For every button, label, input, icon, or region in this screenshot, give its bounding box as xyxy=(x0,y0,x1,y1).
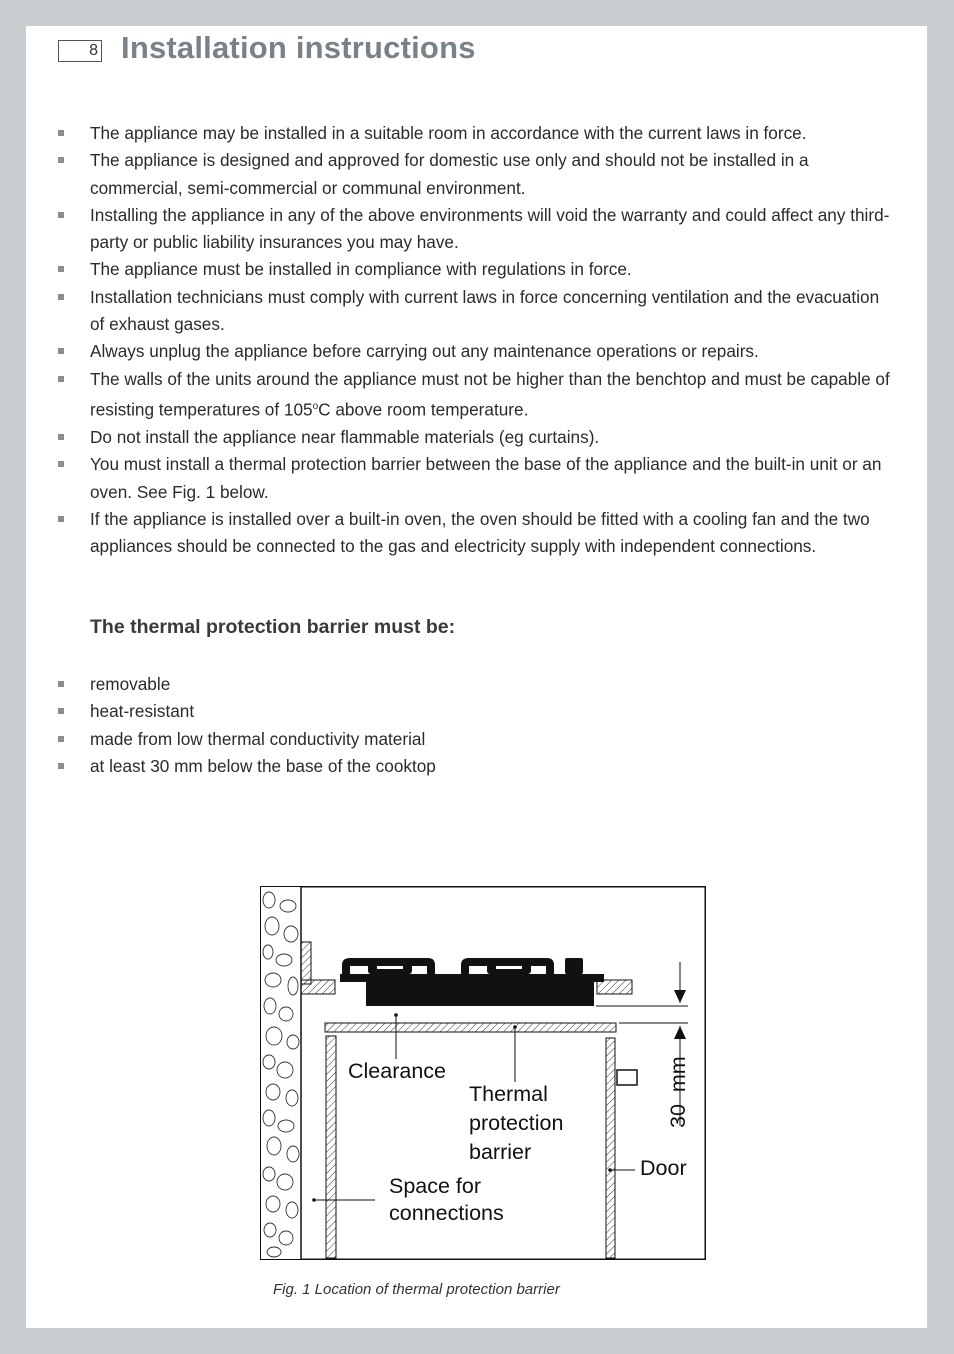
label-thermal-line2: protection xyxy=(469,1111,564,1135)
bullet-square-icon xyxy=(58,157,64,163)
page-number: 8 xyxy=(58,40,102,62)
bullet-square-icon xyxy=(58,736,64,742)
list-item: Do not install the appliance near flammable materials (eg curtains). xyxy=(26,424,927,451)
bullet-square-icon xyxy=(58,294,64,300)
list-item: Installation technicians must comply with current laws in force concerning ventilation and the evacuation of exhaust gases. xyxy=(26,284,927,339)
installation-diagram xyxy=(260,886,706,1260)
label-thermal-line1: Thermal xyxy=(469,1082,548,1106)
barrier-heading: The thermal protection barrier must be: xyxy=(90,616,456,638)
list-item: Always unplug the appliance before carrying out any maintenance operations or repairs. xyxy=(26,338,927,365)
list-item: The walls of the units around the appliance must not be higher than the benchtop and must be capable of resisting temperatures of 105$^o$C above room temperature. xyxy=(26,366,927,424)
splashback-strip xyxy=(301,942,311,984)
cabinet-right-side xyxy=(606,1038,615,1258)
benchtop-right xyxy=(597,980,632,994)
installation-rules-list xyxy=(26,120,927,560)
bullet-square-icon xyxy=(58,516,64,522)
list-item: If the appliance is installed over a built-in oven, the oven should be fitted with a cooling fan and the two appliances should be connected to the gas and electricity supply with independent connections. xyxy=(26,506,927,561)
list-item: The appliance may be installed in a suitable room in accordance with the current laws in force. xyxy=(26,120,927,147)
page-sheet xyxy=(26,26,927,1328)
label-space-line1: Space for xyxy=(389,1174,482,1198)
bullet-square-icon xyxy=(58,130,64,136)
bullet-square-icon xyxy=(58,212,64,218)
list-item: You must install a thermal protection barrier between the base of the appliance and the built-in unit or an oven. See Fig. 1 below. xyxy=(26,451,927,506)
list-item: Installing the appliance in any of the above environments will void the warranty and could affect any third-party or public liability insurances you may have. xyxy=(26,202,927,257)
label-space-line2: connections xyxy=(389,1201,504,1225)
label-dimension: 30 mm xyxy=(666,1056,690,1128)
bullet-square-icon xyxy=(58,763,64,769)
bullet-square-icon xyxy=(58,348,64,354)
barrier-properties-list xyxy=(26,671,927,780)
bullet-square-icon xyxy=(58,434,64,440)
bullet-square-icon xyxy=(58,681,64,687)
figure-caption: Fig. 1 Location of thermal protection barrier xyxy=(273,1281,560,1298)
page-title: Installation instructions xyxy=(121,30,476,65)
list-item: removable xyxy=(26,671,927,698)
list-item: at least 30 mm below the base of the cooktop xyxy=(26,753,927,780)
label-door: Door xyxy=(640,1156,687,1180)
list-item: The appliance is designed and approved for domestic use only and should not be installed in a commercial, semi-commercial or communal environment. xyxy=(26,147,927,202)
wall-stone-texture xyxy=(261,887,301,1259)
label-clearance: Clearance xyxy=(348,1059,446,1083)
cabinet-left-side xyxy=(326,1036,336,1258)
bullet-square-icon xyxy=(58,376,64,382)
bullet-square-icon xyxy=(58,461,64,467)
door-handle xyxy=(617,1070,637,1085)
list-item: The appliance must be installed in compliance with regulations in force. xyxy=(26,256,927,283)
bullet-square-icon xyxy=(58,266,64,272)
benchtop-left xyxy=(301,980,335,994)
label-thermal-line3: barrier xyxy=(469,1140,532,1164)
thermal-barrier xyxy=(325,1023,616,1032)
cooktop-unit xyxy=(340,958,604,1006)
list-item: made from low thermal conductivity material xyxy=(26,726,927,753)
bullet-square-icon xyxy=(58,708,64,714)
list-item: heat-resistant xyxy=(26,698,927,725)
